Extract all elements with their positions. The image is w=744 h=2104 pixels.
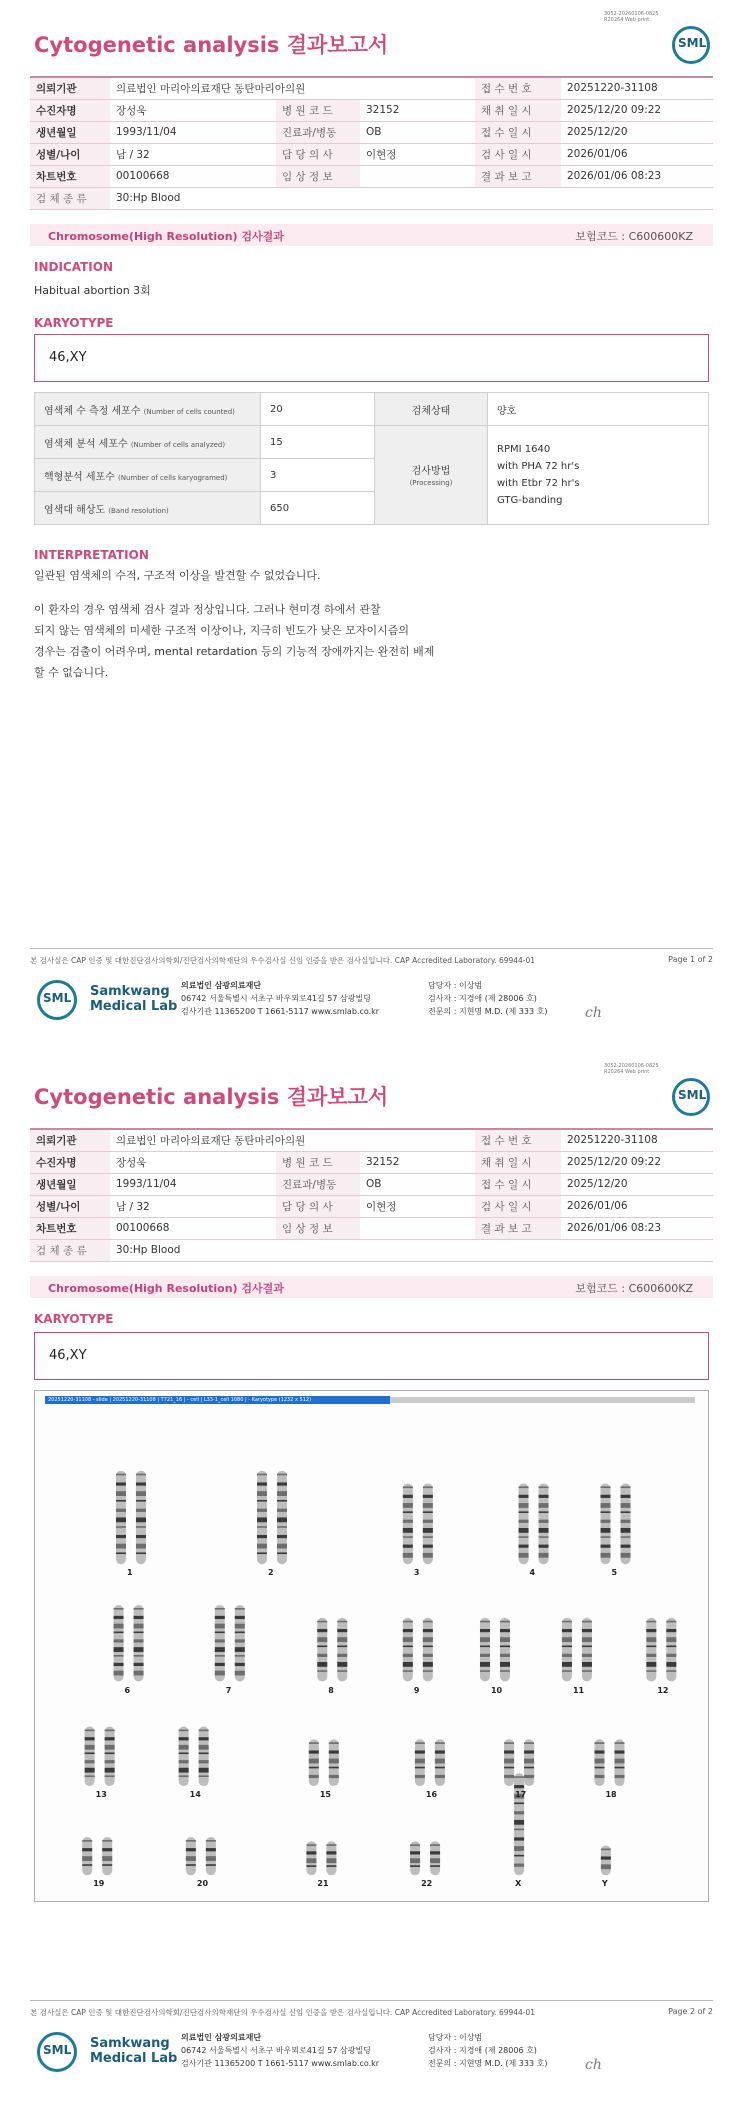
chromosome-15: [309, 1739, 319, 1786]
method-label-sub: (Processing): [409, 479, 453, 487]
value-report-date: 2026/01/06 08:23: [561, 165, 713, 187]
insurance-code: 보험코드 : C600600KZ: [575, 230, 693, 243]
method-value: [488, 426, 709, 525]
chromosome-17: [524, 1739, 534, 1786]
chromosome-3: [403, 1483, 413, 1564]
value-doctor: 이현정: [360, 143, 475, 165]
chromosome-17: [504, 1739, 514, 1786]
chromosome-12: [666, 1618, 676, 1682]
chromosome-9: [423, 1618, 433, 1682]
chromosome-number-20: 20: [196, 1879, 209, 1889]
document-id: [604, 1063, 684, 1075]
row-sub: (Band resolution): [108, 506, 169, 515]
label-reception-no: 접 수 번 호: [475, 77, 561, 99]
label-specimen: 검 체 종 류: [30, 1239, 110, 1261]
chromosome-1: [136, 1471, 146, 1565]
footer-divider: [30, 948, 713, 949]
value-test-date: 2026/01/06: [561, 143, 713, 165]
table-row: [30, 187, 713, 209]
chromosome-2: [277, 1471, 287, 1565]
indication-text: Habitual abortion 3회: [34, 284, 151, 297]
footer-brand: [90, 2036, 177, 2066]
chromosome-16: [415, 1739, 425, 1786]
label-clinical-info: 임 상 정 보: [276, 1217, 360, 1239]
cell-count-table: [34, 392, 709, 525]
table-row: [30, 77, 713, 99]
chromosome-drawing: [35, 1391, 710, 1903]
indication-heading: INDICATION: [34, 260, 113, 274]
cells-counted-label: [35, 393, 261, 426]
karyogram-caption: 20251220-31108 - slide | 20251220-31108 | T721_16 | - cell | L33-1_cell 1080 | - Karyotype (1232 x 512): [45, 1396, 390, 1404]
signature: ch: [585, 1005, 602, 1021]
sml-logo-icon: [672, 26, 710, 64]
table-row: [30, 121, 713, 143]
row-sub: (Number of cells analyzed): [130, 440, 226, 449]
value-sex-age: 남 / 32: [110, 1195, 276, 1217]
label-dob: 생년월일: [30, 121, 110, 143]
label-test-date: 검 사 일 시: [475, 1195, 561, 1217]
chromosome-5: [601, 1483, 611, 1564]
staff-line: 담당자 : 이상범: [428, 2033, 483, 2042]
row-label: 염색체 분석 세포수: [44, 438, 128, 450]
lab-contact: 검사기관 11365200 T 1661-5117 www.smlab.co.kr: [181, 2059, 380, 2068]
chromosome-number-4: 4: [529, 1568, 536, 1578]
karyotype-box: [34, 1332, 709, 1380]
label-name: 수진자명: [30, 1151, 110, 1173]
value-dob: 1993/11/04: [110, 121, 276, 143]
accreditation-note: 본 검사실은 CAP 인증 및 대한진단검사의학회/진단검사의학재단의 우수검사실 신임 인증을 받은 검사실입니다. CAP Accredited Laboratory. 69944-01: [30, 2008, 536, 2017]
cells-analyzed-value: 15: [261, 426, 375, 459]
footer-brand: [90, 984, 177, 1014]
chromosome-18: [594, 1739, 604, 1786]
label-chart-no: 차트번호: [30, 1217, 110, 1239]
label-referring: 의뢰기관: [30, 77, 110, 99]
table-row: [30, 1151, 713, 1173]
method-line: with PHA 72 hr's: [497, 461, 580, 472]
chromosome-5: [621, 1483, 631, 1564]
interpretation-summary: 일관된 염색체의 수적, 구조적 이상을 발견할 수 없었습니다.: [34, 569, 321, 582]
value-hospital-code: 32152: [360, 99, 475, 121]
logo-text: SML: [43, 991, 72, 1005]
value-referring: 의료법인 마리아의료재단 동탄마리아의원: [110, 77, 475, 99]
label-name: 수진자명: [30, 99, 110, 121]
staff-line: 전문의 : 지현명 M.D. (제 333 호): [428, 1007, 548, 1016]
result-section-bar: [30, 224, 713, 246]
karyotype-box: [34, 334, 709, 382]
method-label: [375, 426, 488, 525]
label-report-date: 결 과 보 고: [475, 165, 561, 187]
label-department: 진료과/병동: [276, 1173, 360, 1195]
chromosome-number-6: 6: [124, 1685, 131, 1695]
interpretation-paragraph: [34, 599, 554, 683]
brand-line: Medical Lab: [90, 999, 178, 1014]
label-sex-age: 성별/나이: [30, 143, 110, 165]
footer-staff: [428, 2031, 547, 2070]
logo-text: SML: [678, 1088, 707, 1102]
brand-line: Samkwang: [90, 984, 170, 999]
value-dob: 1993/11/04: [110, 1173, 276, 1195]
logo-text: SML: [678, 36, 707, 50]
karyotype-value: 46,XY: [49, 1348, 87, 1363]
patient-info-table: [30, 1128, 713, 1262]
interpretation-line: 할 수 없습니다.: [34, 666, 109, 679]
chromosome-9: [403, 1618, 413, 1682]
chromosome-21: [306, 1841, 316, 1875]
row-label: 염색체 수 측정 세포수: [44, 405, 141, 417]
label-hospital-code: 병 원 코 드: [276, 99, 360, 121]
karyotype-heading: KARYOTYPE: [34, 316, 114, 330]
chromosome-number-Y: Y: [601, 1879, 608, 1889]
doc-id-line: 3052-20260106-0825: [604, 1063, 659, 1069]
chromosome-Y: [601, 1846, 611, 1876]
value-report-date: 2026/01/06 08:23: [561, 1217, 713, 1239]
staff-line: 검사자 : 지경애 (제 28006 호): [428, 2046, 537, 2055]
chromosome-number-5: 5: [611, 1568, 618, 1578]
chromosome-7: [215, 1605, 225, 1682]
table-row: [30, 165, 713, 187]
value-collection: 2025/12/20 09:22: [561, 99, 713, 121]
specimen-status-value: 양호: [488, 393, 709, 426]
report-title: Cytogenetic analysis 결과보고서: [34, 33, 389, 57]
insurance-code: 보험코드 : C600600KZ: [575, 1282, 693, 1295]
address: 06742 서울특별시 서초구 바우뫼로41길 57 삼광빌딩: [181, 994, 371, 1003]
interpretation-line: 경우는 검출이 어려우며, mental retardation 등의 기능적 장애까지는 완전히 배제: [34, 645, 435, 658]
label-collection: 채 취 일 시: [475, 1151, 561, 1173]
chromosome-X: [514, 1773, 527, 1875]
value-test-date: 2026/01/06: [561, 1195, 713, 1217]
table-row: [30, 1129, 713, 1151]
value-department: OB: [360, 121, 475, 143]
chromosome-number-18: 18: [605, 1790, 617, 1800]
table-row: [30, 99, 713, 121]
table-row: [30, 1239, 713, 1261]
label-hospital-code: 병 원 코 드: [276, 1151, 360, 1173]
label-doctor: 담 당 의 사: [276, 1195, 360, 1217]
chromosome-16: [435, 1739, 445, 1786]
value-chart-no: 00100668: [110, 1217, 276, 1239]
karyotype-heading: KARYOTYPE: [34, 1312, 114, 1326]
staff-line: 전문의 : 지현명 M.D. (제 333 호): [428, 2059, 548, 2068]
sml-footer-logo-icon: [37, 2032, 77, 2072]
sml-logo-icon: [672, 1078, 710, 1116]
chromosome-22: [430, 1841, 440, 1875]
lab-contact: 검사기관 11365200 T 1661-5117 www.smlab.co.kr: [181, 1007, 380, 1016]
footer-address: [181, 979, 379, 1018]
row-label: 핵형분석 세포수: [44, 471, 115, 483]
chromosome-19: [102, 1837, 112, 1875]
doc-id-sub: R20264 Web print: [604, 17, 650, 23]
chromosome-number-7: 7: [225, 1685, 232, 1695]
staff-line: 담당자 : 이상범: [428, 981, 483, 990]
label-test-date: 검 사 일 시: [475, 143, 561, 165]
method-line: GTG-banding: [497, 495, 563, 506]
karyogram-image: [34, 1390, 709, 1902]
chromosome-4: [519, 1483, 529, 1564]
cells-analyzed-label: [35, 426, 261, 459]
chromosome-number-1: 1: [126, 1568, 133, 1578]
method-label-text: 검사방법: [411, 466, 451, 477]
label-chart-no: 차트번호: [30, 165, 110, 187]
chromosome-number-9: 9: [413, 1685, 420, 1695]
org-name: 의료법인 삼광의료재단: [181, 2033, 262, 2042]
label-report-date: 결 과 보 고: [475, 1217, 561, 1239]
staff-line: 검사자 : 지경애 (제 28006 호): [428, 994, 537, 1003]
label-specimen: 검 체 종 류: [30, 187, 110, 209]
sml-footer-logo-icon: [37, 980, 77, 1020]
chromosome-number-2: 2: [267, 1568, 274, 1578]
chromosome-10: [480, 1618, 490, 1682]
section-title: Chromosome(High Resolution) 검사결과: [48, 230, 284, 243]
chromosome-number-21: 21: [317, 1879, 329, 1889]
chromosome-3: [423, 1483, 433, 1564]
signature: ch: [585, 2057, 602, 2073]
report-title: Cytogenetic analysis 결과보고서: [34, 1085, 389, 1109]
label-dob: 생년월일: [30, 1173, 110, 1195]
chromosome-20: [206, 1837, 216, 1875]
chromosome-number-12: 12: [657, 1685, 669, 1695]
row-label: 염색대 해상도: [44, 504, 106, 516]
value-name: 장성욱: [110, 1151, 276, 1173]
cells-counted-value: 20: [261, 393, 375, 426]
table-row: [35, 393, 709, 426]
chromosome-8: [317, 1618, 327, 1682]
interpretation-line: 이 환자의 경우 염색체 검사 결과 정상입니다. 그러나 현미경 하에서 관찰: [34, 603, 381, 616]
section-title: Chromosome(High Resolution) 검사결과: [48, 1282, 284, 1295]
interpretation-heading: INTERPRETATION: [34, 548, 149, 562]
table-row: [35, 426, 709, 459]
label-collection: 채 취 일 시: [475, 99, 561, 121]
chromosome-number-22: 22: [421, 1879, 433, 1889]
label-clinical-info: 임 상 정 보: [276, 165, 360, 187]
patient-info-table: [30, 76, 713, 210]
value-reception-date: 2025/12/20: [561, 1173, 713, 1195]
chromosome-4: [539, 1483, 549, 1564]
chromosome-number-17: 17: [515, 1790, 527, 1800]
label-reception-date: 접 수 일 시: [475, 1173, 561, 1195]
value-chart-no: 00100668: [110, 165, 276, 187]
page-number: Page 1 of 2: [668, 955, 713, 964]
doc-id-sub: R20264 Web print: [604, 1069, 650, 1075]
value-name: 장성욱: [110, 99, 276, 121]
chromosome-6: [134, 1605, 144, 1682]
chromosome-number-X: X: [515, 1879, 522, 1889]
value-specimen: 30:Hp Blood: [110, 1239, 713, 1261]
interpretation-line: 되지 않는 염색체의 미세한 구조적 이상이나, 지극히 빈도가 낮은 모자이시즘의: [34, 624, 409, 637]
value-clinical-info: [360, 165, 475, 187]
chromosome-10: [500, 1618, 510, 1682]
value-specimen: 30:Hp Blood: [110, 187, 713, 209]
value-reception-date: 2025/12/20: [561, 121, 713, 143]
chromosome-2: [257, 1471, 267, 1565]
table-row: [30, 143, 713, 165]
chromosome-number-16: 16: [425, 1790, 438, 1800]
chromosome-number-19: 19: [93, 1879, 105, 1889]
chromosome-1: [116, 1471, 126, 1565]
row-sub: (Number of cells karyogramed): [118, 473, 228, 482]
result-section-bar: [30, 1276, 713, 1298]
label-referring: 의뢰기관: [30, 1129, 110, 1151]
value-clinical-info: [360, 1217, 475, 1239]
label-department: 진료과/병동: [276, 121, 360, 143]
chromosome-14: [179, 1727, 189, 1787]
chromosome-number-8: 8: [328, 1685, 334, 1695]
chromosome-number-11: 11: [572, 1685, 585, 1695]
band-resolution-value: 650: [261, 492, 375, 525]
chromosome-number-3: 3: [413, 1568, 420, 1578]
chromosome-22: [410, 1841, 420, 1875]
brand-line: Samkwang: [90, 2036, 170, 2051]
value-doctor: 이현정: [360, 1195, 475, 1217]
chromosome-8: [337, 1618, 347, 1682]
chromosome-number-14: 14: [189, 1790, 201, 1800]
accreditation-note: 본 검사실은 CAP 인증 및 대한진단검사의학회/진단검사의학재단의 우수검사실 신임 인증을 받은 검사실입니다. CAP Accredited Laboratory. 69944-01: [30, 956, 536, 965]
karyotype-value: 46,XY: [49, 350, 87, 365]
address: 06742 서울특별시 서초구 바우뫼로41길 57 삼광빌딩: [181, 2046, 371, 2055]
chromosome-number-13: 13: [95, 1790, 107, 1800]
label-sex-age: 성별/나이: [30, 1195, 110, 1217]
row-sub: (Number of cells counted): [143, 407, 235, 416]
footer-staff: [428, 979, 547, 1018]
chromosome-12: [646, 1618, 656, 1682]
method-line: RPMI 1640: [497, 444, 551, 455]
label-doctor: 담 당 의 사: [276, 143, 360, 165]
value-referring: 의료법인 마리아의료재단 동탄마리아의원: [110, 1129, 475, 1151]
chromosome-number-10: 10: [490, 1685, 503, 1695]
doc-id-line: 3052-20260106-0825: [604, 11, 659, 17]
chromosome-14: [199, 1727, 209, 1787]
value-collection: 2025/12/20 09:22: [561, 1151, 713, 1173]
chromosome-19: [82, 1837, 92, 1875]
table-row: [30, 1195, 713, 1217]
value-department: OB: [360, 1173, 475, 1195]
value-hospital-code: 32152: [360, 1151, 475, 1173]
label-reception-date: 접 수 일 시: [475, 121, 561, 143]
cells-karyogramed-value: 3: [261, 459, 375, 492]
chromosome-21: [326, 1841, 336, 1875]
chromosome-number-15: 15: [319, 1790, 331, 1800]
table-row: [30, 1173, 713, 1195]
logo-text: SML: [43, 2043, 72, 2057]
value-reception-no: 20251220-31108: [561, 1129, 713, 1151]
document-id: [604, 11, 684, 23]
value-sex-age: 남 / 32: [110, 143, 276, 165]
chromosome-13: [105, 1727, 115, 1787]
chromosome-11: [562, 1618, 572, 1682]
cells-karyogramed-label: [35, 459, 261, 492]
chromosome-6: [114, 1605, 124, 1682]
chromosome-7: [235, 1605, 245, 1682]
brand-line: Medical Lab: [90, 2051, 178, 2066]
specimen-status-label: 검체상태: [375, 393, 488, 426]
page-number: Page 2 of 2: [668, 2007, 713, 2016]
chromosome-18: [614, 1739, 624, 1786]
chromosome-20: [186, 1837, 196, 1875]
label-reception-no: 접 수 번 호: [475, 1129, 561, 1151]
chromosome-11: [582, 1618, 592, 1682]
chromosome-15: [329, 1739, 339, 1786]
method-line: with Etbr 72 hr's: [497, 478, 580, 489]
org-name: 의료법인 삼광의료재단: [181, 981, 262, 990]
table-row: [30, 1217, 713, 1239]
chromosome-13: [85, 1727, 95, 1787]
footer-divider: [30, 2000, 713, 2001]
footer-address: [181, 2031, 379, 2070]
value-reception-no: 20251220-31108: [561, 77, 713, 99]
band-resolution-label: [35, 492, 261, 525]
